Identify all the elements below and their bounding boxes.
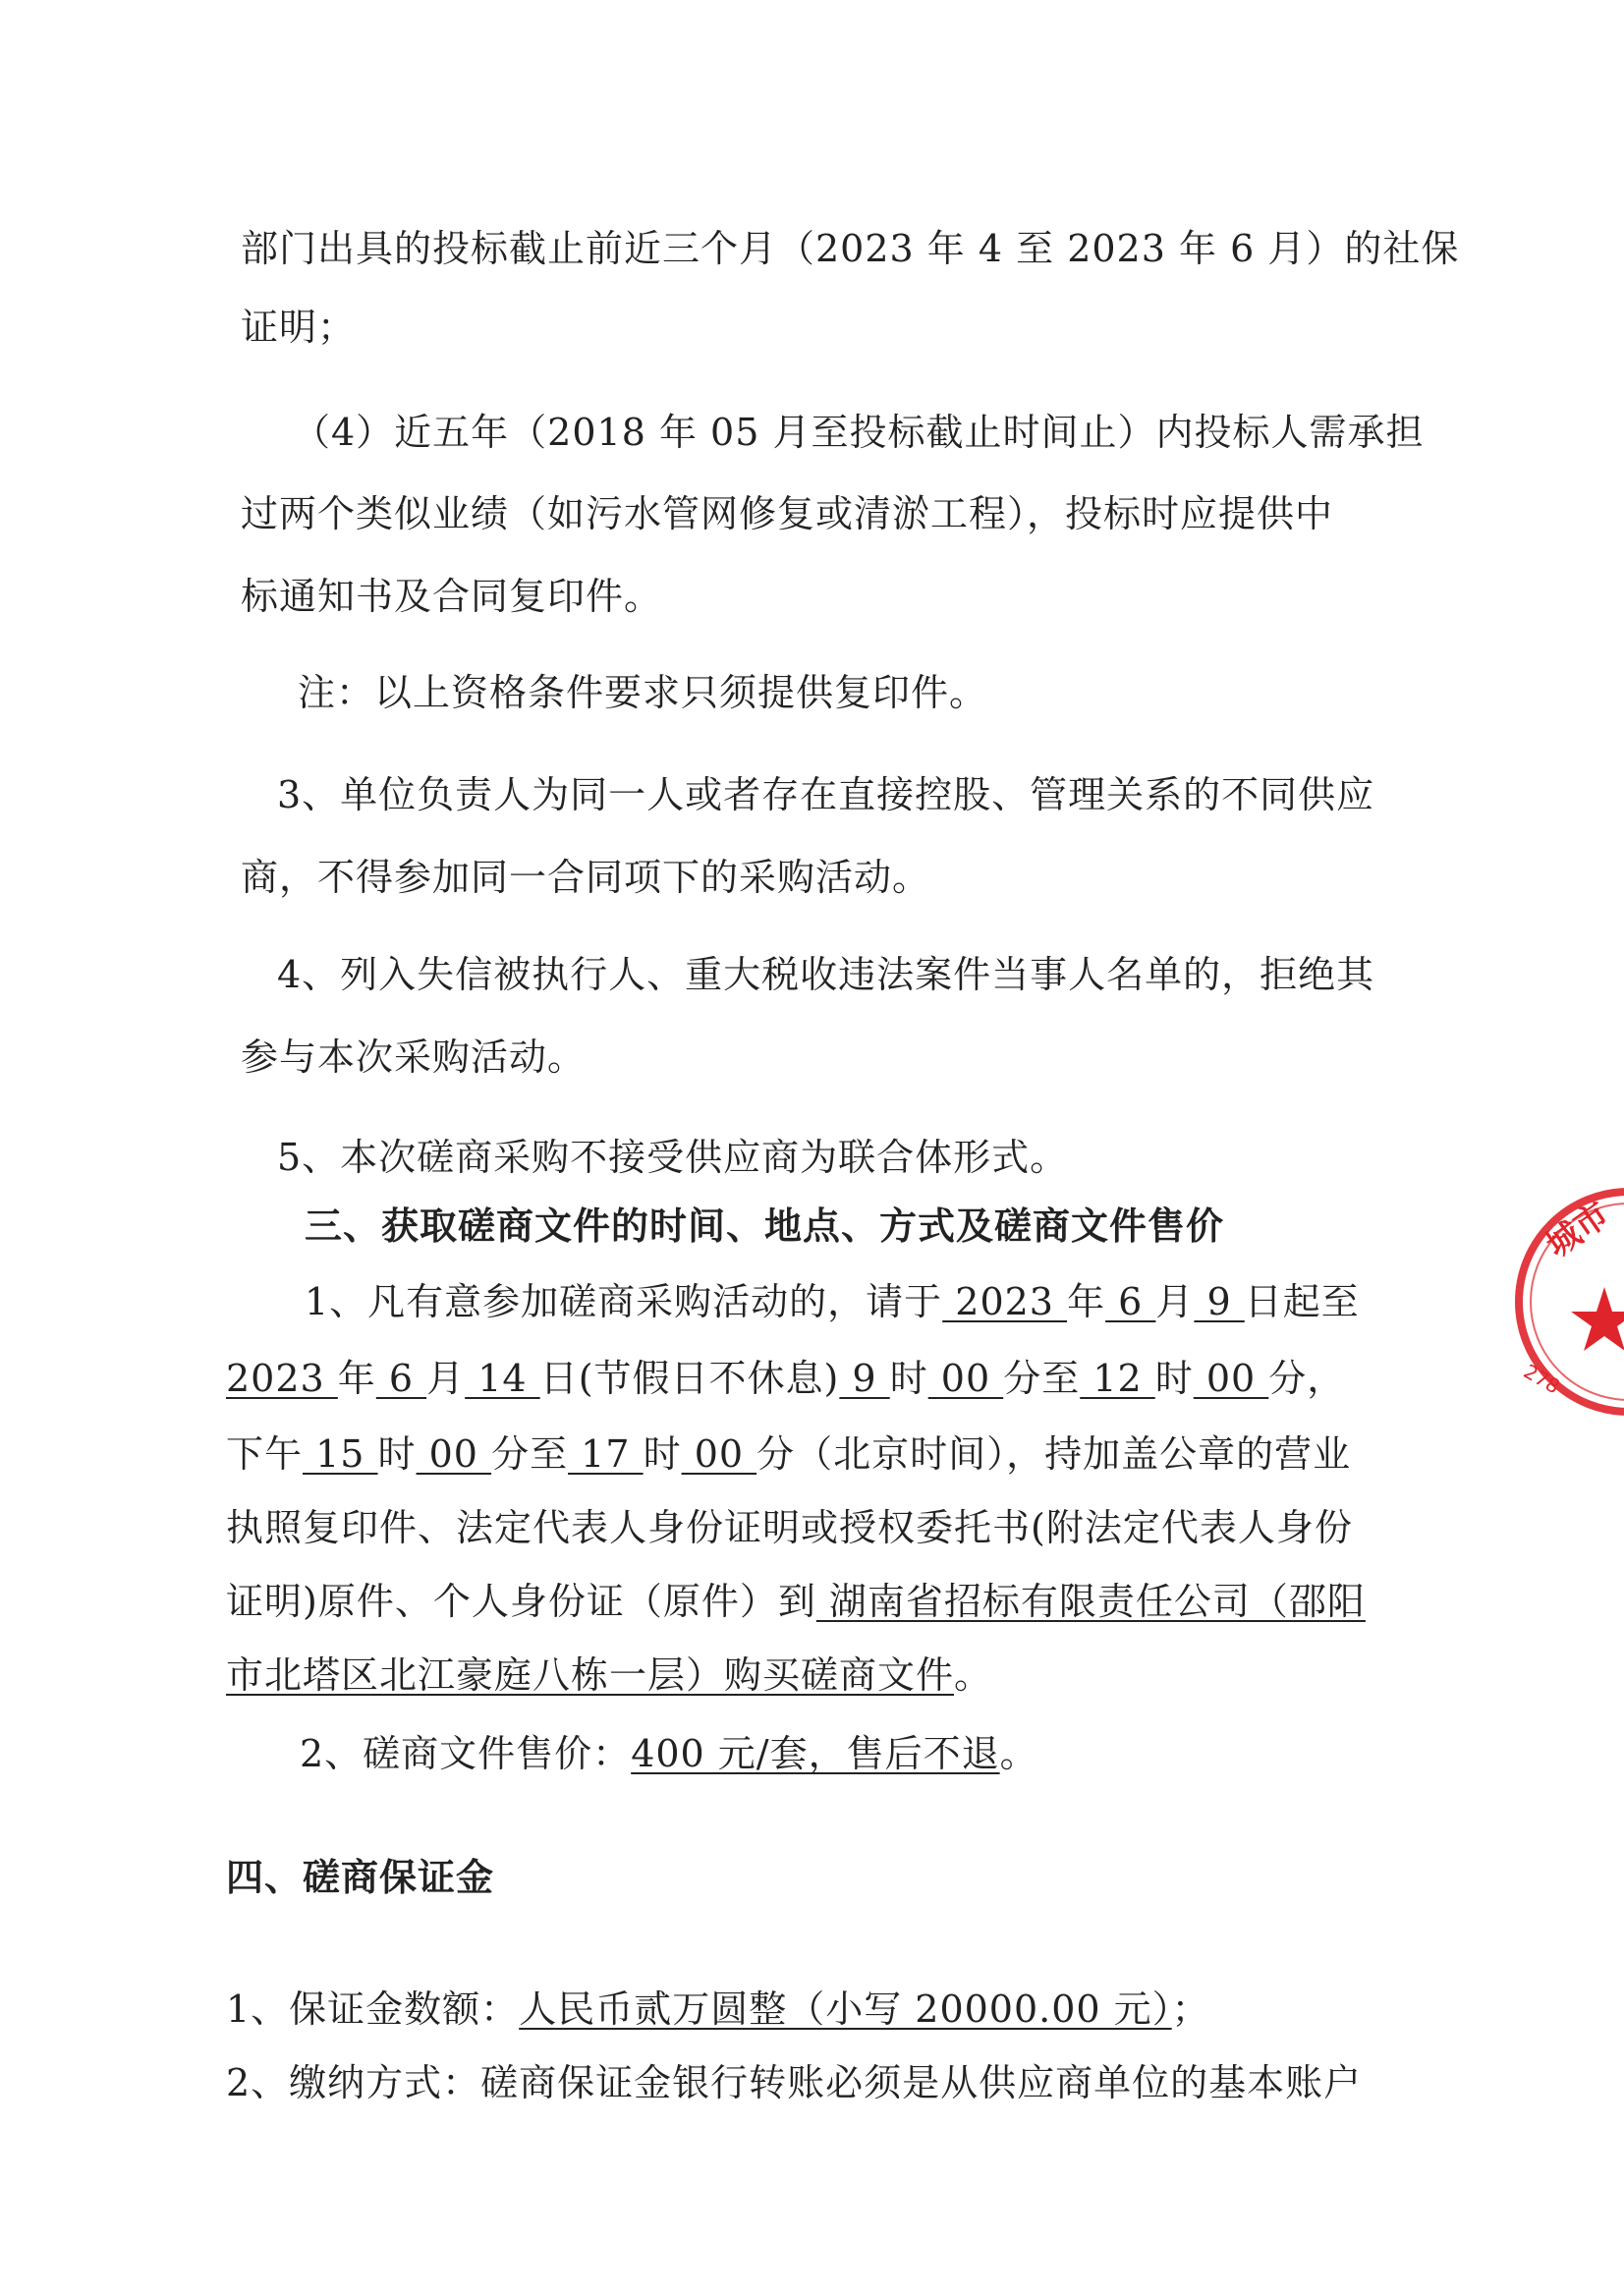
official-seal-stamp	[1511, 1184, 1624, 1420]
para-unit-leader-line1: 3、单位负责人为同一人或者存在直接控股、管理关系的不同供应	[277, 773, 1375, 816]
para-similar-works-line2: 过两个类似业绩（如污水管网修复或清淤工程），投标时应提供中	[241, 492, 1334, 535]
s3-para1-line4: 执照复印件、法定代表人身份证明或授权委托书(附法定代表人身份	[226, 1506, 1353, 1549]
s3-para1-line2: 2023 年 6 月 14 日(节假日不休息) 9 时 00 分至 12 时 00 分，	[226, 1357, 1346, 1400]
s3-para2-price: 2、磋商文件售价：400 元/套，售后不退。	[300, 1732, 1038, 1775]
s3-para1-line5: 证明)原件、个人身份证（原件）到 湖南省招标有限责任公司（邵阳	[226, 1580, 1366, 1623]
para-similar-works-line3: 标通知书及合同复印件。	[241, 575, 663, 618]
para-social-security-line1: 部门出具的投标截止前近三个月（2023 年 4 至 2023 年 6 月）的社保	[241, 227, 1460, 270]
section-3-heading: 三、获取磋商文件的时间、地点、方式及磋商文件售价	[305, 1204, 1225, 1248]
seal-text: 城市	[1539, 1195, 1617, 1265]
seal-number: 278	[1519, 1359, 1564, 1399]
s3-para1-line6: 市北塔区北江豪庭八栋一层）购买磋商文件。	[226, 1653, 993, 1697]
para-no-consortium: 5、本次磋商采购不接受供应商为联合体形式。	[277, 1136, 1069, 1179]
note-copies-only: 注：以上资格条件要求只须提供复印件。	[298, 671, 988, 714]
para-similar-works-line1: （4）近五年（2018 年 05 月至投标截止时间止）内投标人需承担	[293, 411, 1425, 454]
s3-para1-line3: 下午 15 时 00 分至 17 时 00 分（北京时间），持加盖公章的营业	[226, 1432, 1352, 1476]
s4-para2-payment: 2、缴纳方式：磋商保证金银行转账必须是从供应商单位的基本账户	[226, 2061, 1363, 2104]
para-dishonest-line1: 4、列入失信被执行人、重大税收违法案件当事人名单的，拒绝其	[277, 953, 1375, 996]
para-social-security-line2: 证明；	[241, 306, 357, 349]
seal-star-icon	[1571, 1287, 1624, 1351]
section-4-heading: 四、磋商保证金	[226, 1856, 495, 1899]
para-unit-leader-line2: 商，不得参加同一合同项下的采购活动。	[241, 856, 931, 899]
s4-para1-amount: 1、保证金数额：人民币贰万圆整（小写 20000.00 元）；	[226, 1987, 1210, 2031]
s3-para1-line1: 1、凡有意参加磋商采购活动的，请于 2023 年 6 月 9 日起至	[305, 1280, 1360, 1323]
para-dishonest-line2: 参与本次采购活动。	[241, 1036, 587, 1079]
